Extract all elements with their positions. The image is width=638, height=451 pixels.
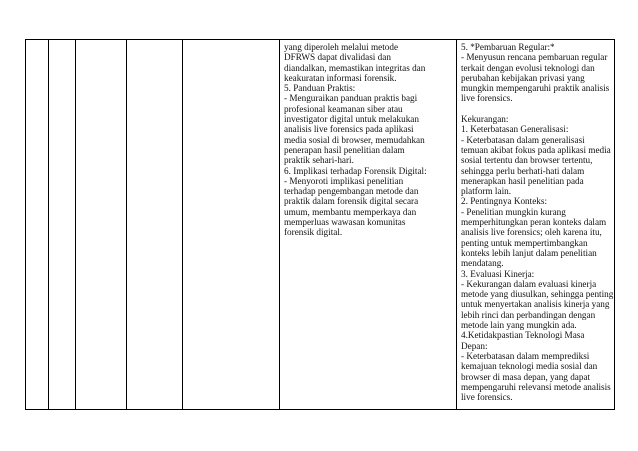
text-line: - Menguraikan panduan praktis bagi xyxy=(284,93,418,104)
text-line: forensik digital. xyxy=(284,227,343,238)
text-line: temuan akibat fokus pada aplikasi media xyxy=(461,144,611,155)
text-line: yang diperoleh melalui metode xyxy=(284,42,399,52)
text-line: - Keterbatasan dalam generalisasi xyxy=(461,134,585,145)
text-line: DFRWS dapat divalidasi dan xyxy=(284,52,391,63)
document-table xyxy=(25,39,615,410)
text-line: praktik sehari-hari. xyxy=(284,155,354,166)
text-line: - Menyusun rencana pembaruan regular xyxy=(461,52,608,63)
text-line: sehingga perlu berhati-hati dalam xyxy=(461,165,585,176)
text-line: - Menyoroti implikasi penelitian xyxy=(284,175,404,186)
text-line: terhadap pengembangan metode dan xyxy=(284,186,419,197)
text-line: Kekurangan: xyxy=(461,114,509,125)
text-line: keakuratan informasi forensik. xyxy=(284,72,397,83)
text-line: penerapan hasil penelitian dalam xyxy=(284,144,405,155)
text-line: media sosial di browser, memudahkan xyxy=(284,134,425,145)
text-line: profesional keamanan siber atau xyxy=(284,103,403,114)
text-line: analisis live forensics; oleh karena itu, xyxy=(461,227,602,238)
text-line: metode yang diusulkan, sehingga penting xyxy=(461,289,614,300)
text-line: memperluas wawasan komunitas xyxy=(284,217,406,228)
table-cell-limitations xyxy=(457,40,615,410)
table-cell-contributions xyxy=(280,40,457,410)
table-row xyxy=(26,40,615,410)
contributions-text xyxy=(280,40,456,238)
text-line: 3. Evaluasi Kinerja: xyxy=(461,268,535,279)
text-line: lebih rinci dan perbandingan dengan xyxy=(461,309,596,320)
text-line: 4.Ketidakpastian Teknologi Masa xyxy=(461,330,585,341)
text-line: penting untuk mempertimbangkan xyxy=(461,237,588,248)
table-cell-empty-3 xyxy=(76,40,127,410)
table-cell-empty-4 xyxy=(127,40,183,410)
text-line: memperhitungkan peran konteks dalam xyxy=(461,217,607,228)
text-line: praktik dalam forensik digital secara xyxy=(284,196,419,207)
text-line xyxy=(461,104,611,114)
text-line: investigator digital untuk melakukan xyxy=(284,114,419,125)
text-line: perubahan kebijakan privasi yang xyxy=(461,72,585,83)
text-line: live forensics. xyxy=(461,93,513,104)
text-line: mempengaruhi relevansi metode analisis xyxy=(461,381,611,392)
text-line: - Keterbatasan dalam memprediksi xyxy=(461,350,590,361)
text-line: browser di masa depan, yang dapat xyxy=(461,371,591,382)
table-cell-empty-2 xyxy=(49,40,76,410)
text-line: - Kekurangan dalam evaluasi kinerja xyxy=(461,278,597,289)
text-line: konteks lebih lanjut dalam penelitian xyxy=(461,247,597,258)
text-line: terkait dengan evolusi teknologi dan xyxy=(461,62,595,73)
text-line: Depan: xyxy=(461,340,488,351)
text-line: platform lain. xyxy=(461,186,512,197)
text-line: 5. Panduan Praktis: xyxy=(284,83,356,94)
text-line: untuk menyertakan analisis kinerja yang xyxy=(461,299,610,310)
text-line: 5. *Pembaruan Regular:* xyxy=(461,42,555,52)
text-line: kemajuan teknologi media sosial dan xyxy=(461,361,598,372)
text-line: 6. Implikasi terhadap Forensik Digital: xyxy=(284,165,427,176)
text-line: mendatang. xyxy=(461,258,504,269)
text-line: live forensics. xyxy=(461,392,513,403)
text-line: - Penelitian mungkin kurang xyxy=(461,206,566,217)
text-line: 1. Keterbatasan Generalisasi: xyxy=(461,124,569,135)
limitations-text xyxy=(457,40,614,402)
text-line: metode lain yang mungkin ada. xyxy=(461,320,577,331)
text-line: analisis live forensics pada aplikasi xyxy=(284,124,414,135)
text-line: mungkin mempengaruhi praktik analisis xyxy=(461,83,610,94)
text-line: menerapkan hasil penelitian pada xyxy=(461,175,584,186)
table-cell-empty-5 xyxy=(183,40,280,410)
text-line: diandalkan, memastikan integritas dan xyxy=(284,62,426,73)
text-line: umum, membantu memperkaya dan xyxy=(284,206,417,217)
text-line: sosial tertentu dan browser tertentu, xyxy=(461,155,593,166)
table-cell-empty-1 xyxy=(26,40,49,410)
text-line: 2. Pentingnya Konteks: xyxy=(461,196,547,207)
